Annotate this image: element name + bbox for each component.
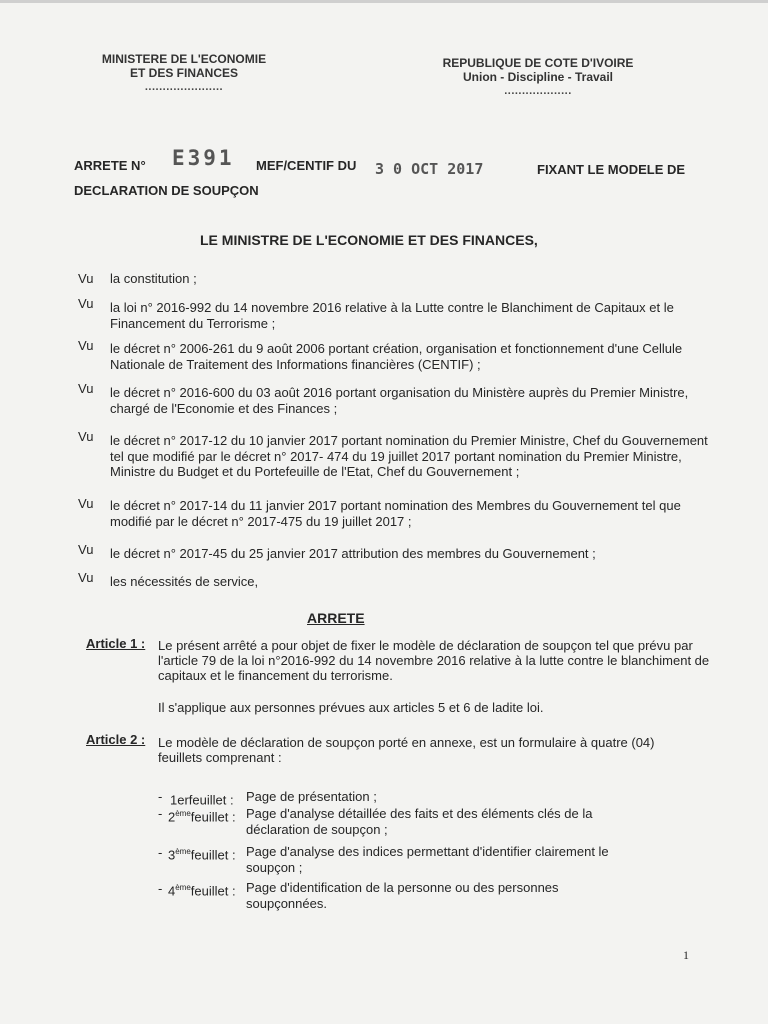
republic-dots: ................... [504,85,572,97]
ministry-line2: ET DES FINANCES [129,66,238,80]
vu-item: le décret n° 2017-12 du 10 janvier 2017 portant nomination du Premier Ministre, Chef du Gouvernement tel que modifié par le décret n° 2017- 474 du 19 juillet 2017 portant nomination du Premier Ministre, Ministre du Budget et du Portefeuille de l'Etat, Chef du Gouvernement ; [110,433,708,479]
feuillet-text: Page d'analyse des indices permettant d'identifier clairement le soupçon ; [246,844,609,875]
minister-title: LE MINISTRE DE L'ECONOMIE ET DES FINANCES, [200,232,538,248]
mef-centif-label: MEF/CENTIF DU [256,158,357,173]
ministry-header [84,52,284,94]
arrete-number-label: ARRETE N° [74,158,146,173]
vu-label: Vu [78,570,94,585]
vu-label: Vu [78,381,94,396]
vu-label: Vu [78,271,94,286]
arrete-heading: ARRETE [307,610,365,626]
republic-motto: Union - Discipline - Travail [462,70,614,84]
feuillet-text: Page d'analyse détaillée des faits et des éléments clés de la déclaration de soupçon ; [246,806,593,837]
vu-item: la constitution ; [110,271,197,286]
republic-header [418,56,658,98]
list-bullet: - [158,806,163,821]
vu-item: le décret n° 2006-261 du 9 août 2006 portant création, organisation et fonctionnement d'une Cellule Nationale de Traitement des Informations financières (CENTIF) ; [110,341,683,372]
feuillet-label: 4èmefeuillet : [168,883,236,899]
vu-item: les nécessités de service, [110,574,259,589]
fixant-label: FIXANT LE MODELE DE [537,162,686,177]
article2-label: Article 2 : [86,732,146,747]
article1-text: Le présent arrêté a pour objet de fixer le modèle de déclaration de soupçon tel que prévu par l'article 79 de la loi n°2016-992 du 14 novembre 2016 relative à la lutte contre le blanchiment de capitaux et le financement du terrorisme. [158,638,710,683]
list-bullet: - [158,881,163,896]
list-bullet: - [158,789,163,804]
feuillet-label: 2èmefeuillet : [168,809,236,825]
vu-item: le décret n° 2016-600 du 03 août 2016 portant organisation du Ministère auprès du Premier Ministre, chargé de l'Economie et des Finances ; [110,385,689,416]
decree-subject: DECLARATION DE SOUPÇON [74,183,259,198]
ministry-dots: ...................... [144,81,224,93]
feuillet-label: 1erfeuillet : [170,792,234,808]
feuillet-label: 3èmefeuillet : [168,847,236,863]
vu-item: le décret n° 2017-45 du 25 janvier 2017 attribution des membres du Gouvernement ; [110,546,596,561]
republic-line1: REPUBLIQUE DE COTE D'IVOIRE [442,56,634,70]
ministry-line1: MINISTERE DE L'ECONOMIE [101,52,267,66]
vu-label: Vu [78,338,94,353]
vu-label: Vu [78,542,94,557]
decree-number-stamp: E391 [172,146,235,170]
feuillet-text: Page d'identification de la personne ou des personnes soupçonnées. [246,880,559,911]
vu-label: Vu [78,429,94,444]
article1-label: Article 1 : [86,636,146,651]
list-bullet: - [158,845,163,860]
page-number: 1 [683,948,689,962]
date-stamp: 3 0 OCT 2017 [375,160,484,178]
scan-top-edge [0,0,768,3]
vu-label: Vu [78,496,94,511]
feuillet-text: Page de présentation ; [246,789,377,804]
article2-text: Le modèle de déclaration de soupçon porté en annexe, est un formulaire à quatre (04) feuillets comprenant : [158,735,655,765]
vu-item: le décret n° 2017-14 du 11 janvier 2017 portant nomination des Membres du Gouvernement tel que modifié par le décret n° 2017-475 du 19 juillet 2017 ; [110,498,681,529]
vu-label: Vu [78,296,94,311]
article1-paragraph2: Il s'applique aux personnes prévues aux articles 5 et 6 de ladite loi. [158,700,544,715]
vu-item: la loi n° 2016-992 du 14 novembre 2016 relative à la Lutte contre le Blanchiment de Capitaux et le Financement du Terrorisme ; [110,300,674,331]
